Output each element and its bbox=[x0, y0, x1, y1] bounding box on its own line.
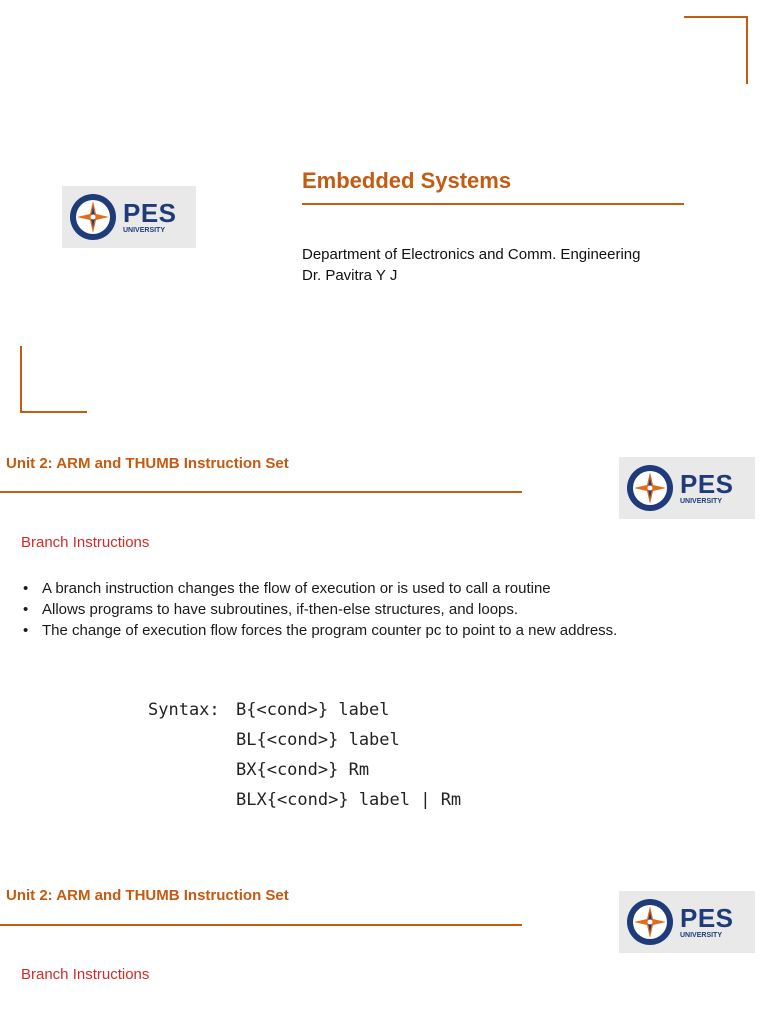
section-heading: Branch Instructions bbox=[21, 966, 150, 983]
syntax-line: BX{<cond>} Rm bbox=[236, 760, 370, 780]
logo-name: PES bbox=[680, 903, 734, 933]
pes-logo bbox=[62, 186, 196, 248]
unit-title: Unit 2: ARM and THUMB Instruction Set bbox=[6, 887, 289, 904]
syntax-line: BL{<cond>} label bbox=[236, 730, 400, 750]
logo-subtitle: UNIVERSITY bbox=[680, 498, 723, 505]
presenter-name: Dr. Pavitra Y J bbox=[302, 267, 398, 284]
compass-star-icon bbox=[68, 192, 118, 242]
corner-bracket-bottom-left bbox=[20, 346, 87, 413]
section-heading: Branch Instructions bbox=[21, 534, 150, 551]
logo-name: PES bbox=[123, 198, 177, 228]
list-item: • Allows programs to have subroutines, if-then-else structures, and loops. bbox=[21, 599, 661, 620]
list-item: • The change of execution flow forces the program counter pc to point to a new address. bbox=[21, 620, 661, 641]
pes-logo bbox=[619, 457, 755, 519]
unit-title: Unit 2: ARM and THUMB Instruction Set bbox=[6, 455, 289, 472]
course-title: Embedded Systems bbox=[302, 168, 512, 193]
pes-logo bbox=[619, 891, 755, 953]
compass-star-icon bbox=[625, 463, 675, 513]
logo-subtitle: UNIVERSITY bbox=[123, 227, 166, 234]
corner-bracket-top-right bbox=[684, 16, 748, 84]
syntax-line: B{<cond>} label bbox=[236, 700, 390, 720]
list-item: • A branch instruction changes the flow of execution or is used to call a routine bbox=[21, 578, 661, 599]
bullet-list bbox=[21, 578, 661, 641]
unit-underline bbox=[0, 924, 522, 926]
title-underline bbox=[302, 203, 684, 205]
syntax-line: BLX{<cond>} label | Rm bbox=[236, 790, 462, 810]
syntax-block bbox=[148, 695, 461, 815]
logo-subtitle: UNIVERSITY bbox=[680, 932, 723, 939]
syntax-label: Syntax: bbox=[148, 700, 220, 720]
logo-name: PES bbox=[680, 469, 734, 499]
department-text: Department of Electronics and Comm. Engineering bbox=[302, 246, 641, 263]
unit-underline bbox=[0, 491, 522, 493]
compass-star-icon bbox=[625, 897, 675, 947]
presenter-block bbox=[302, 244, 641, 286]
